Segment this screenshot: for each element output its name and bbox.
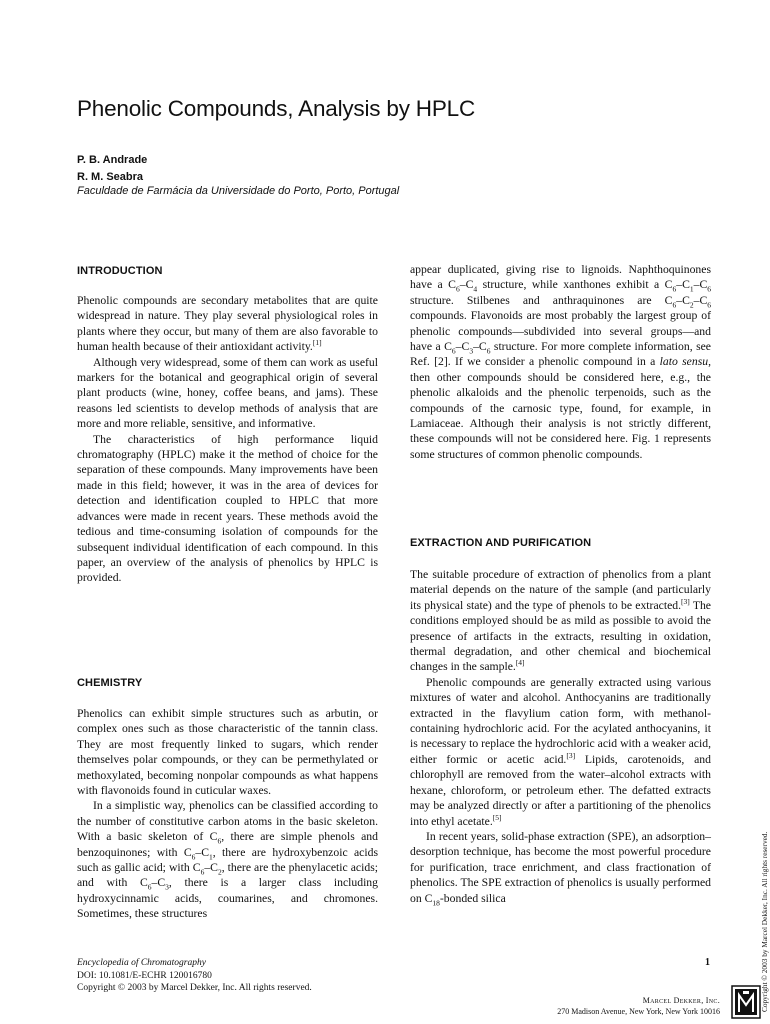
extraction-body: The suitable procedure of extraction of phenolics from a plant material depends on the nature of the sample (and particularly its physical state) and the type of phenols to be extracted.[3] The conditions employed should be as mild as possible to avoid the presence of artifacts in the extracts, resulting in oxidation, thermal degradation, and other chemical and biochemical changes in the sample.[4] Phenolic compounds are generally extracted using various mixtures of water and alcohol. Anthocyanins are traditionally extracted in the flavylium cation form, with methanol-containing hydrochloric acid. For the acylated anthocyanins, it is necessary to replace the hydrochloric acid with a weaker acid, either formic or acetic acid.[3] Lipids, carotenoids, and chlorophyll are removed from the water–alcohol extracts with hexane, chloroform, or petroleum ether. The defatted extracts may be analyzed directly or after a partitioning of the phenolics into ethyl acetate.[5] In recent years, solid-phase extraction (SPE), an adsorption–desorption technique, has become the most powerful procedure for purification, trace enrichment, and class fractionation of phenolics. The SPE extraction of phenolics is usually performed on $C_{18}$-bonded silica (410, 568, 711, 907)
copyright: Copyright © 2003 by Marcel Dekker, Inc. All rights reserved. (77, 983, 312, 993)
citation-3b: [3] (566, 750, 576, 760)
introduction-body: Phenolic compounds are secondary metabolites that are quite widespread in nature. They play several physiological roles in plants where they occur, but many of them are also favorable to human health because of their antioxidant activity.[1] Although very widespread, some of them can work as useful markers for the botanical and geographical origin of several plant products (wine, honey, coffee beans, and jams). These reasons led scientists to develop methods of analysis that are more and more reliable, sensitive, and informative. The characteristics of high performance liquid chromatography (HPLC) make it the method of choice for the separation of these compounds. Many improvements have been made in this field; however, it was in the area of devices for detection and identification coupled to HPLC that more advances were made in recent years. These methods avoid the tedious and time-consuming isolation of compounds for the subsequent individual identification of each compound. In this paper, an overview of the analysis of phenolics by HPLC is provided. (77, 294, 378, 585)
footer-block (77, 957, 312, 995)
heading-introduction: INTRODUCTION (77, 265, 163, 277)
side-copyright-text: Copyright © 2003 by Marcel Dekker, Inc. All rights reserved. (760, 831, 769, 1012)
heading-chemistry: CHEMISTRY (77, 677, 143, 689)
publisher-logo-icon (731, 985, 761, 1019)
heading-extraction: EXTRACTION AND PURIFICATION (410, 537, 592, 549)
publisher-block (540, 996, 720, 1017)
citation-5: [5] (492, 812, 502, 822)
citation-2: [2] (434, 355, 448, 369)
affiliation: Faculdade de Farmácia da Universidade do Porto, Porto, Portugal (77, 185, 400, 197)
citation-1: [1] (312, 338, 322, 348)
chemistry-continued: appear duplicated, giving rise to lignoids. Naphthoquinones have a $C_6-C_4$ structure, while xanthones exhibit a $C_6-C_1-C_6$ structure. Stilbenes and anthraquinones are $C_6-C_2-C_6$ compounds. Flavonoids are most probably the largest group of phenolic compounds—subdivided into several groups—and have a $C_6-C_3-C_6$ structure. For more complete information, see Ref. [2]. If we consider a phenolic compound in a lato sensu, then other compounds should be considered here, e.g., the phenolic alkaloids and the phenolic terpenoids, such as the compounds of the carnosic type, found, for example, in Lamiaceae. Although their analysis is not strictly different, these compounds will not be considered here. Fig. 1 represents some structures of common phenolic compounds. (410, 263, 712, 461)
citation-4: [4] (515, 658, 525, 668)
citation-3: [3] (681, 596, 690, 606)
author-2: R. M. Seabra (77, 171, 144, 183)
article-title: Phenolic Compounds, Analysis by HPLC (77, 96, 476, 121)
author-1: P. B. Andrade (77, 154, 148, 166)
page-number: 1 (705, 957, 710, 968)
doi: DOI: 10.1081/E-ECHR 120016780 (77, 970, 212, 981)
side-copyright (758, 742, 770, 1012)
publisher-name: Marcel Dekker, Inc. (642, 996, 720, 1005)
publisher-address: 270 Madison Avenue, New York, New York 10016 (557, 1006, 720, 1016)
journal-name: Encyclopedia of Chromatography (77, 958, 206, 968)
chemistry-body: Phenolics can exhibit simple structures such as arbutin, or complex ones such as those characteristic of the tannin class. They are most frequently linked to sugars, which render themselves polar compounds, or they can be permethylated or methoxylated, becoming nonpolar compounds as what happens with flavonoids found in cuticular waxes. In a simplistic way, phenolics can be classified according to the number of constitutive carbon atoms in the basic skeleton. With a basic skeleton of $C_6$, there are simple phenols and benzoquinones; with $C_6-C_1$, there are hydroxybenzoic acids such as gallic acid; with $C_6-C_2$, there are the phenylacetic acids; and with $C_6-C_3$, there is a larger class including hydroxycinnamic acids, coumarines, and chromones. Sometimes, these structures (77, 707, 378, 921)
